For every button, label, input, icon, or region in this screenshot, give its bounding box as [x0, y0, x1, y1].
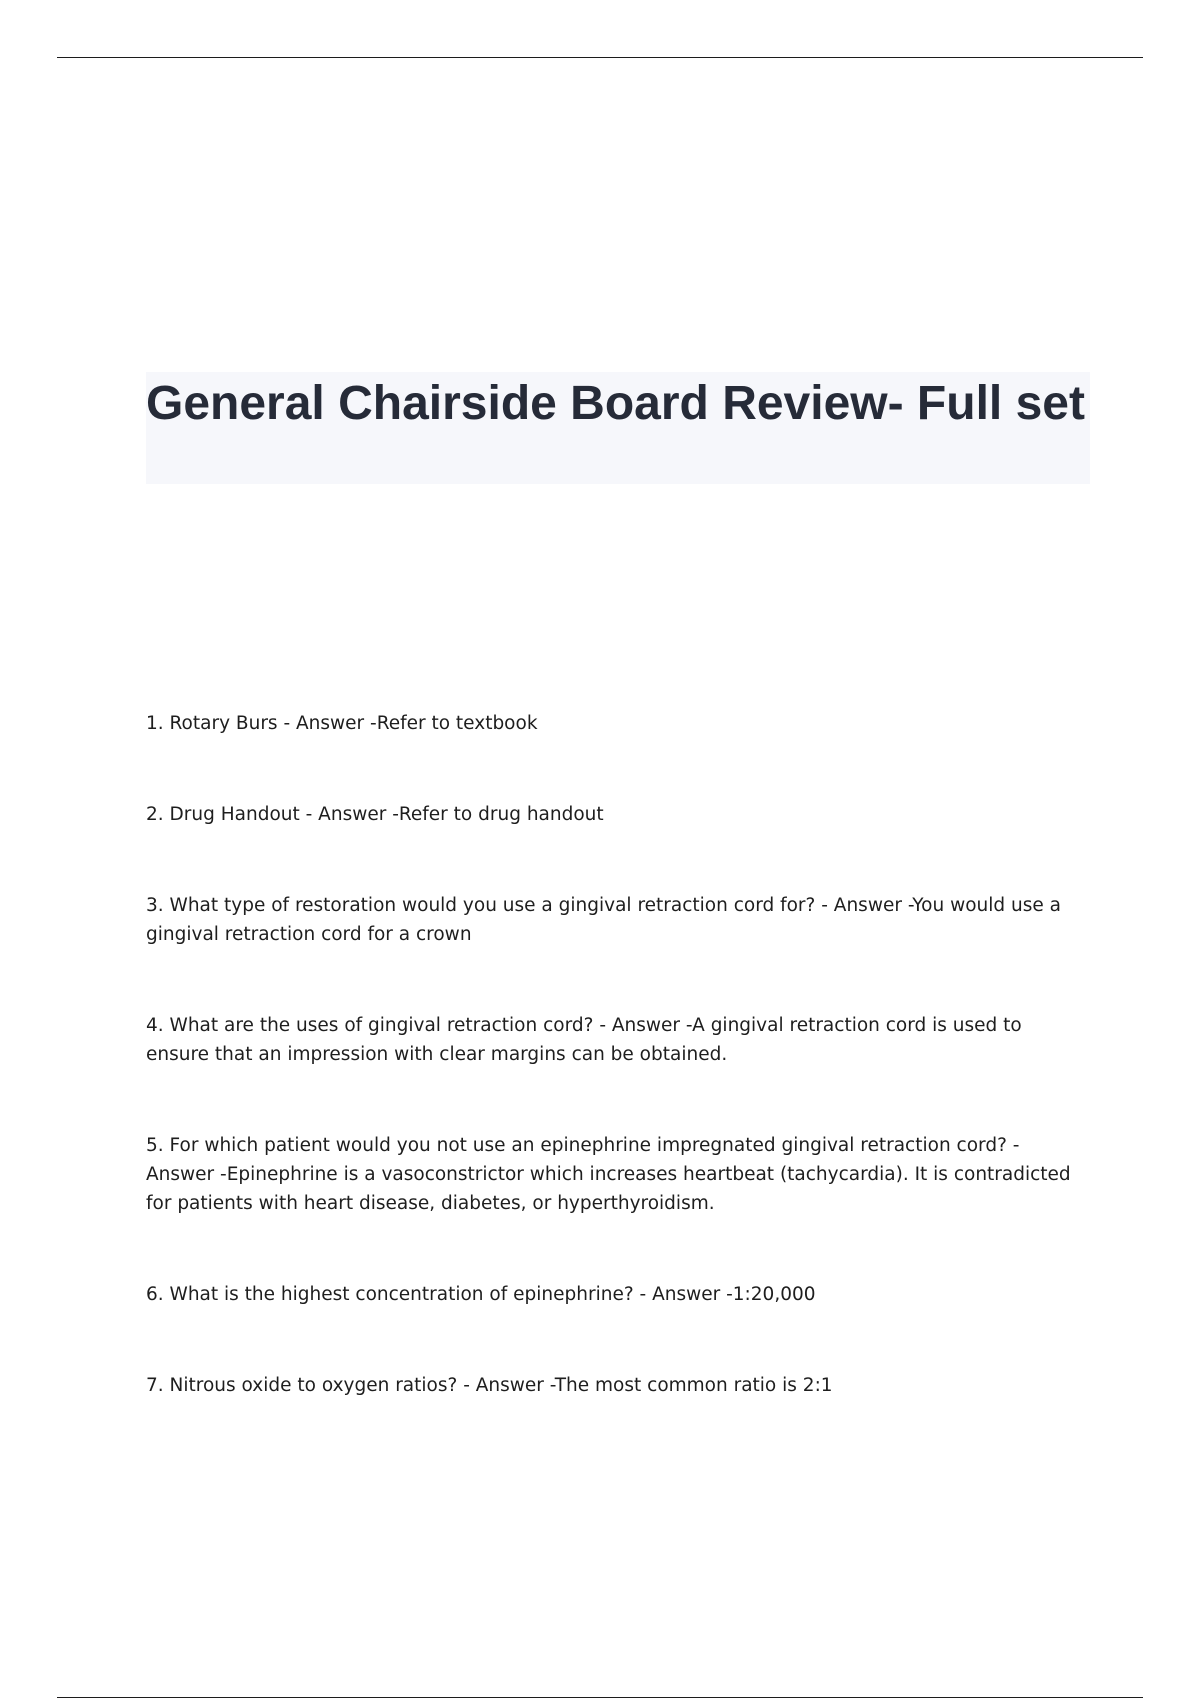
qa-item-6: 6. What is the highest concentration of epinephrine? - Answer -1:20,000 — [146, 1284, 816, 1305]
qa-item-4: 4. What are the uses of gingival retraction cord? - Answer -A gingival retraction cord is used to ensure that an impression with clear margins can be obtained. — [146, 1015, 1022, 1065]
footer-rule — [57, 1697, 1143, 1698]
qa-item-3: 3. What type of restoration would you use a gingival retraction cord for? - Answer -You would use a gingival retraction cord for a crown — [146, 895, 1061, 945]
qa-item-2: 2. Drug Handout - Answer -Refer to drug handout — [146, 804, 604, 825]
qa-item-7: 7. Nitrous oxide to oxygen ratios? - Answer -The most common ratio is 2:1 — [146, 1375, 833, 1396]
header-rule — [57, 57, 1143, 58]
title-block — [146, 372, 1090, 484]
document-title: General Chairside Board Review- Full set — [146, 377, 1085, 430]
qa-item-1: 1. Rotary Burs - Answer -Refer to textbook — [146, 713, 538, 734]
qa-item-5: 5. For which patient would you not use an epinephrine impregnated gingival retraction cord? - Answer -Epinephrine is a vasoconstrictor which increases heartbeat (tachycardia). It is contradicted for patients with heart disease, diabetes, or hyperthyroidism. — [146, 1135, 1071, 1214]
